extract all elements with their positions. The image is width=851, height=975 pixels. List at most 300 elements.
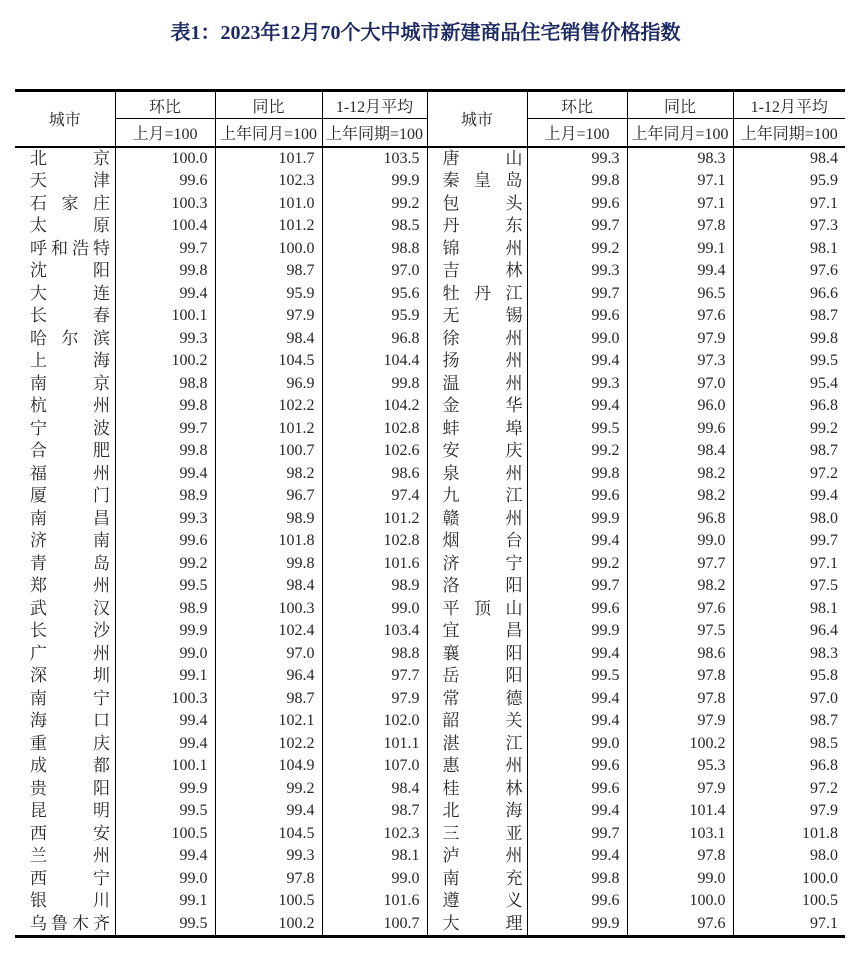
city-cell xyxy=(427,260,527,283)
avg-value-cell: 99.4 xyxy=(733,485,845,508)
city-name: 合 肥 xyxy=(30,441,110,460)
avg-value-cell: 95.9 xyxy=(322,305,427,328)
city-name: 上 海 xyxy=(30,351,110,370)
table-row xyxy=(15,913,845,937)
mom-value-cell: 99.4 xyxy=(527,350,627,373)
mom-value-cell: 99.4 xyxy=(527,800,627,823)
city-name: 锦 州 xyxy=(442,238,523,258)
yoy-value-cell: 99.0 xyxy=(627,530,733,553)
mom-value-cell: 98.9 xyxy=(115,598,215,621)
city-name: 南 宁 xyxy=(30,688,110,708)
mom-value-cell: 99.6 xyxy=(527,598,627,621)
city-name: 郑 州 xyxy=(30,576,110,595)
avg-value-cell: 99.5 xyxy=(733,350,845,373)
city-cell xyxy=(427,170,527,193)
city-cell xyxy=(15,147,115,171)
mom-value-cell: 99.0 xyxy=(115,868,215,891)
city-cell xyxy=(15,260,115,283)
avg-value-cell: 96.8 xyxy=(733,755,845,778)
mom-value-cell: 99.3 xyxy=(115,508,215,531)
yoy-value-cell: 104.9 xyxy=(215,755,322,778)
mom-value-cell: 99.0 xyxy=(527,733,627,756)
city-cell xyxy=(427,665,527,688)
table-row xyxy=(15,238,845,261)
mom-value-cell: 99.1 xyxy=(115,665,215,688)
mom-value-cell: 99.2 xyxy=(527,238,627,261)
mom-value-cell: 98.9 xyxy=(115,485,215,508)
yoy-value-cell: 97.6 xyxy=(627,913,733,937)
yoy-value-cell: 98.4 xyxy=(215,328,322,351)
mom-value-cell: 99.5 xyxy=(115,800,215,823)
city-cell xyxy=(427,575,527,598)
city-cell xyxy=(15,778,115,801)
yoy-value-cell: 97.0 xyxy=(627,373,733,396)
table-row xyxy=(15,283,845,306)
table-row xyxy=(15,418,845,441)
avg-value-cell: 103.5 xyxy=(322,147,427,171)
yoy-value-cell: 100.2 xyxy=(215,913,322,937)
city-name: 南 昌 xyxy=(30,508,110,528)
yoy-value-cell: 96.7 xyxy=(215,485,322,508)
mom-value-cell: 100.4 xyxy=(115,215,215,238)
table-row xyxy=(15,823,845,846)
yoy-value-cell: 97.9 xyxy=(215,305,322,328)
avg-value-cell: 102.0 xyxy=(322,710,427,733)
city-cell xyxy=(427,890,527,913)
avg-value-cell: 98.5 xyxy=(733,733,845,756)
city-cell xyxy=(427,755,527,778)
city-cell xyxy=(427,485,527,508)
avg-value-cell: 95.9 xyxy=(733,170,845,193)
city-cell xyxy=(15,575,115,598)
avg-value-cell: 98.8 xyxy=(322,238,427,261)
mom-value-cell: 99.9 xyxy=(527,620,627,643)
city-cell xyxy=(427,845,527,868)
city-cell xyxy=(427,620,527,643)
mom-value-cell: 99.6 xyxy=(527,890,627,913)
mom-value-cell: 99.8 xyxy=(527,868,627,891)
city-cell xyxy=(15,283,115,306)
mom-value-cell: 100.5 xyxy=(115,823,215,846)
city-cell xyxy=(15,845,115,868)
header-yoy-right: 同比 xyxy=(627,91,733,119)
yoy-value-cell: 100.7 xyxy=(215,440,322,463)
city-name: 常 德 xyxy=(442,688,523,708)
city-name: 青 岛 xyxy=(30,553,110,573)
city-cell xyxy=(427,733,527,756)
yoy-value-cell: 99.1 xyxy=(627,238,733,261)
city-name: 泸 州 xyxy=(442,846,523,865)
avg-value-cell: 98.7 xyxy=(733,305,845,328)
avg-value-cell: 104.2 xyxy=(322,395,427,418)
city-cell xyxy=(15,913,115,937)
city-cell xyxy=(15,508,115,531)
yoy-value-cell: 98.2 xyxy=(627,463,733,486)
city-name: 杭 州 xyxy=(30,396,110,415)
avg-value-cell: 98.4 xyxy=(322,778,427,801)
mom-value-cell: 99.7 xyxy=(115,238,215,261)
mom-value-cell: 99.1 xyxy=(115,890,215,913)
table-row xyxy=(15,305,845,328)
mom-value-cell: 99.6 xyxy=(527,755,627,778)
city-name: 赣 州 xyxy=(442,508,523,528)
yoy-value-cell: 97.5 xyxy=(627,620,733,643)
avg-value-cell: 98.6 xyxy=(322,463,427,486)
yoy-value-cell: 98.3 xyxy=(627,147,733,171)
table-row xyxy=(15,170,845,193)
city-cell xyxy=(427,530,527,553)
avg-value-cell: 98.7 xyxy=(322,800,427,823)
city-name: 湛 江 xyxy=(442,733,523,753)
avg-value-cell: 103.4 xyxy=(322,620,427,643)
mom-value-cell: 99.3 xyxy=(527,260,627,283)
table-row xyxy=(15,688,845,711)
mom-value-cell: 99.9 xyxy=(527,508,627,531)
mom-value-cell: 100.0 xyxy=(115,147,215,171)
header-city-left: 城市 xyxy=(48,112,81,130)
table-title: 表1：2023年12月70个大中城市新建商品住宅销售价格指数 xyxy=(170,22,681,44)
yoy-value-cell: 104.5 xyxy=(215,823,322,846)
avg-value-cell: 99.2 xyxy=(322,193,427,216)
yoy-value-cell: 98.6 xyxy=(627,643,733,666)
city-cell xyxy=(15,553,115,576)
city-name: 包 头 xyxy=(442,193,523,213)
city-cell xyxy=(15,755,115,778)
avg-value-cell: 96.8 xyxy=(322,328,427,351)
avg-value-cell: 98.0 xyxy=(733,845,845,868)
avg-value-cell: 97.1 xyxy=(733,913,845,937)
city-name: 金 华 xyxy=(442,396,523,415)
table-row xyxy=(15,530,845,553)
city-cell xyxy=(427,913,527,937)
mom-value-cell: 100.1 xyxy=(115,755,215,778)
avg-value-cell: 98.9 xyxy=(322,575,427,598)
yoy-value-cell: 98.2 xyxy=(215,463,322,486)
city-cell xyxy=(15,688,115,711)
yoy-value-cell: 97.9 xyxy=(627,710,733,733)
yoy-value-cell: 99.6 xyxy=(627,418,733,441)
yoy-value-cell: 99.4 xyxy=(215,800,322,823)
avg-value-cell: 100.5 xyxy=(733,890,845,913)
city-cell xyxy=(15,238,115,261)
avg-value-cell: 102.8 xyxy=(322,418,427,441)
city-name: 石 家 庄 xyxy=(30,193,110,213)
avg-value-cell: 97.0 xyxy=(733,688,845,711)
table-row xyxy=(15,575,845,598)
city-cell xyxy=(427,463,527,486)
table-row xyxy=(15,193,845,216)
mom-value-cell: 99.4 xyxy=(527,688,627,711)
yoy-value-cell: 97.8 xyxy=(627,688,733,711)
avg-value-cell: 98.0 xyxy=(733,508,845,531)
mom-value-cell: 99.3 xyxy=(115,328,215,351)
avg-value-cell: 98.8 xyxy=(322,643,427,666)
avg-value-cell: 101.2 xyxy=(322,508,427,531)
header-yoy-base-left: 上年同月=100 xyxy=(215,119,322,147)
city-name: 无 锡 xyxy=(442,306,523,325)
city-cell xyxy=(427,440,527,463)
mom-value-cell: 99.8 xyxy=(115,440,215,463)
city-cell xyxy=(15,733,115,756)
table-row xyxy=(15,733,845,756)
city-name: 北 京 xyxy=(30,148,110,168)
yoy-value-cell: 99.8 xyxy=(215,553,322,576)
city-name: 福 州 xyxy=(30,463,110,483)
avg-value-cell: 101.1 xyxy=(322,733,427,756)
city-name: 济 南 xyxy=(30,531,110,550)
avg-value-cell: 102.6 xyxy=(322,440,427,463)
city-name: 成 都 xyxy=(30,756,110,775)
city-cell xyxy=(427,553,527,576)
avg-value-cell: 102.3 xyxy=(322,823,427,846)
city-name: 济 宁 xyxy=(442,553,523,573)
yoy-value-cell: 100.0 xyxy=(215,238,322,261)
yoy-value-cell: 104.5 xyxy=(215,350,322,373)
avg-value-cell: 101.8 xyxy=(733,823,845,846)
avg-value-cell: 101.6 xyxy=(322,553,427,576)
mom-value-cell: 99.3 xyxy=(527,147,627,171)
city-name: 天 津 xyxy=(30,171,110,190)
city-name: 宁 波 xyxy=(30,418,110,438)
header-avg-base-right: 上年同期=100 xyxy=(733,119,845,147)
mom-value-cell: 99.9 xyxy=(115,778,215,801)
avg-value-cell: 95.6 xyxy=(322,283,427,306)
yoy-value-cell: 99.0 xyxy=(627,868,733,891)
avg-value-cell: 99.8 xyxy=(322,373,427,396)
city-name: 深 圳 xyxy=(30,666,110,685)
city-name: 广 州 xyxy=(30,643,110,663)
mom-value-cell: 100.1 xyxy=(115,305,215,328)
city-name: 丹 东 xyxy=(442,216,523,235)
city-name: 三 亚 xyxy=(442,823,523,843)
city-name: 贵 阳 xyxy=(30,778,110,798)
avg-value-cell: 98.1 xyxy=(322,845,427,868)
yoy-value-cell: 95.3 xyxy=(627,755,733,778)
mom-value-cell: 99.4 xyxy=(115,845,215,868)
header-mom-left: 环比 xyxy=(115,91,215,119)
table-row xyxy=(15,553,845,576)
yoy-value-cell: 97.6 xyxy=(627,598,733,621)
table-row xyxy=(15,328,845,351)
header-avg-base-left: 上年同期=100 xyxy=(322,119,427,147)
city-cell xyxy=(427,328,527,351)
avg-value-cell: 100.7 xyxy=(322,913,427,937)
avg-value-cell: 96.6 xyxy=(733,283,845,306)
city-cell xyxy=(427,778,527,801)
yoy-value-cell: 97.1 xyxy=(627,170,733,193)
mom-value-cell: 100.3 xyxy=(115,193,215,216)
yoy-value-cell: 100.2 xyxy=(627,733,733,756)
header-row-main xyxy=(15,91,845,119)
city-cell xyxy=(15,710,115,733)
city-name: 南 充 xyxy=(442,868,523,888)
mom-value-cell: 99.6 xyxy=(527,193,627,216)
header-yoy-base-right: 上年同月=100 xyxy=(627,119,733,147)
city-name: 扬 州 xyxy=(442,351,523,370)
city-name: 兰 州 xyxy=(30,846,110,865)
header-mom-base-left: 上月=100 xyxy=(115,119,215,147)
city-name: 韶 关 xyxy=(442,711,523,730)
city-cell xyxy=(15,485,115,508)
city-cell xyxy=(15,170,115,193)
city-cell xyxy=(427,283,527,306)
yoy-value-cell: 100.5 xyxy=(215,890,322,913)
city-cell xyxy=(15,620,115,643)
city-name: 海 口 xyxy=(30,711,110,730)
avg-value-cell: 98.3 xyxy=(733,643,845,666)
header-avg-left: 1-12月平均 xyxy=(322,91,427,119)
mom-value-cell: 99.6 xyxy=(527,778,627,801)
city-name: 长 沙 xyxy=(30,621,110,640)
table-row xyxy=(15,215,845,238)
mom-value-cell: 99.5 xyxy=(527,418,627,441)
avg-value-cell: 95.4 xyxy=(733,373,845,396)
mom-value-cell: 99.9 xyxy=(115,620,215,643)
city-name: 温 州 xyxy=(442,373,523,393)
header-city-right: 城市 xyxy=(427,91,527,147)
city-name: 重 庆 xyxy=(30,733,110,753)
header-yoy-left: 同比 xyxy=(215,91,322,119)
yoy-value-cell: 96.0 xyxy=(627,395,733,418)
avg-value-cell: 101.6 xyxy=(322,890,427,913)
table-row xyxy=(15,147,845,171)
yoy-value-cell: 96.5 xyxy=(627,283,733,306)
city-name: 遵 义 xyxy=(442,891,523,910)
city-cell xyxy=(15,350,115,373)
yoy-value-cell: 97.0 xyxy=(215,643,322,666)
mom-value-cell: 99.6 xyxy=(527,485,627,508)
yoy-value-cell: 97.7 xyxy=(627,553,733,576)
avg-value-cell: 99.0 xyxy=(322,598,427,621)
city-name: 襄 阳 xyxy=(442,643,523,663)
avg-value-cell: 99.2 xyxy=(733,418,845,441)
header-mom-right: 环比 xyxy=(527,91,627,119)
city-cell xyxy=(427,147,527,171)
mom-value-cell: 99.0 xyxy=(527,328,627,351)
city-name: 徐 州 xyxy=(442,328,523,348)
city-name: 银 川 xyxy=(30,891,110,910)
yoy-value-cell: 101.7 xyxy=(215,147,322,171)
yoy-value-cell: 98.4 xyxy=(215,575,322,598)
city-name: 宜 昌 xyxy=(442,621,523,640)
table-row xyxy=(15,485,845,508)
table-row xyxy=(15,395,845,418)
city-cell xyxy=(15,440,115,463)
table-row xyxy=(15,463,845,486)
yoy-value-cell: 96.9 xyxy=(215,373,322,396)
mom-value-cell: 99.4 xyxy=(115,710,215,733)
avg-value-cell: 102.8 xyxy=(322,530,427,553)
mom-value-cell: 99.7 xyxy=(527,823,627,846)
yoy-value-cell: 102.2 xyxy=(215,733,322,756)
yoy-value-cell: 102.1 xyxy=(215,710,322,733)
city-cell xyxy=(427,395,527,418)
avg-value-cell: 98.1 xyxy=(733,598,845,621)
avg-value-cell: 97.0 xyxy=(322,260,427,283)
yoy-value-cell: 101.2 xyxy=(215,418,322,441)
yoy-value-cell: 96.8 xyxy=(627,508,733,531)
mom-value-cell: 99.6 xyxy=(527,305,627,328)
city-name: 沈 阳 xyxy=(30,261,110,280)
mom-value-cell: 99.8 xyxy=(527,170,627,193)
city-name: 北 海 xyxy=(442,801,523,820)
city-name: 西 宁 xyxy=(30,868,110,888)
city-cell xyxy=(15,868,115,891)
city-cell xyxy=(15,193,115,216)
city-cell xyxy=(427,215,527,238)
yoy-value-cell: 99.2 xyxy=(215,778,322,801)
city-name: 哈 尔 滨 xyxy=(30,328,110,348)
city-cell xyxy=(427,373,527,396)
mom-value-cell: 99.4 xyxy=(115,463,215,486)
mom-value-cell: 100.2 xyxy=(115,350,215,373)
table-row xyxy=(15,350,845,373)
avg-value-cell: 99.9 xyxy=(322,170,427,193)
city-name: 泉 州 xyxy=(442,463,523,483)
city-cell xyxy=(15,328,115,351)
mom-value-cell: 99.4 xyxy=(115,283,215,306)
city-cell xyxy=(427,508,527,531)
city-name: 乌 鲁 木 齐 xyxy=(30,913,110,933)
mom-value-cell: 99.5 xyxy=(115,913,215,937)
avg-value-cell: 97.5 xyxy=(733,575,845,598)
table-row xyxy=(15,598,845,621)
city-name: 惠 州 xyxy=(442,756,523,775)
mom-value-cell: 99.4 xyxy=(527,530,627,553)
mom-value-cell: 99.4 xyxy=(527,845,627,868)
city-name: 大 理 xyxy=(442,913,523,933)
city-name: 平 顶 山 xyxy=(442,598,523,618)
table-row xyxy=(15,643,845,666)
yoy-value-cell: 101.2 xyxy=(215,215,322,238)
mom-value-cell: 99.6 xyxy=(115,170,215,193)
table-row xyxy=(15,755,845,778)
table-row xyxy=(15,508,845,531)
city-cell xyxy=(15,800,115,823)
yoy-value-cell: 99.3 xyxy=(215,845,322,868)
city-name: 烟 台 xyxy=(442,531,523,550)
city-cell xyxy=(15,530,115,553)
avg-value-cell: 97.2 xyxy=(733,463,845,486)
city-name: 厦 门 xyxy=(30,486,110,505)
mom-value-cell: 99.4 xyxy=(115,733,215,756)
city-name: 昆 明 xyxy=(30,801,110,820)
header-avg-right: 1-12月平均 xyxy=(733,91,845,119)
yoy-value-cell: 97.9 xyxy=(627,778,733,801)
avg-value-cell: 97.7 xyxy=(322,665,427,688)
avg-value-cell: 98.1 xyxy=(733,238,845,261)
city-name: 蚌 埠 xyxy=(442,418,523,438)
header-mom-base-right: 上月=100 xyxy=(527,119,627,147)
yoy-value-cell: 97.8 xyxy=(627,845,733,868)
table-body xyxy=(15,147,845,937)
city-name: 大 连 xyxy=(30,283,110,303)
yoy-value-cell: 97.6 xyxy=(627,305,733,328)
city-cell xyxy=(427,305,527,328)
city-cell xyxy=(15,665,115,688)
yoy-value-cell: 102.3 xyxy=(215,170,322,193)
city-cell xyxy=(15,598,115,621)
yoy-value-cell: 98.4 xyxy=(627,440,733,463)
city-name: 秦 皇 岛 xyxy=(442,171,523,190)
mom-value-cell: 99.2 xyxy=(527,553,627,576)
avg-value-cell: 99.8 xyxy=(733,328,845,351)
city-name: 桂 林 xyxy=(442,778,523,798)
city-name: 唐 山 xyxy=(442,148,523,168)
table-row xyxy=(15,778,845,801)
table-row xyxy=(15,620,845,643)
city-cell xyxy=(427,823,527,846)
